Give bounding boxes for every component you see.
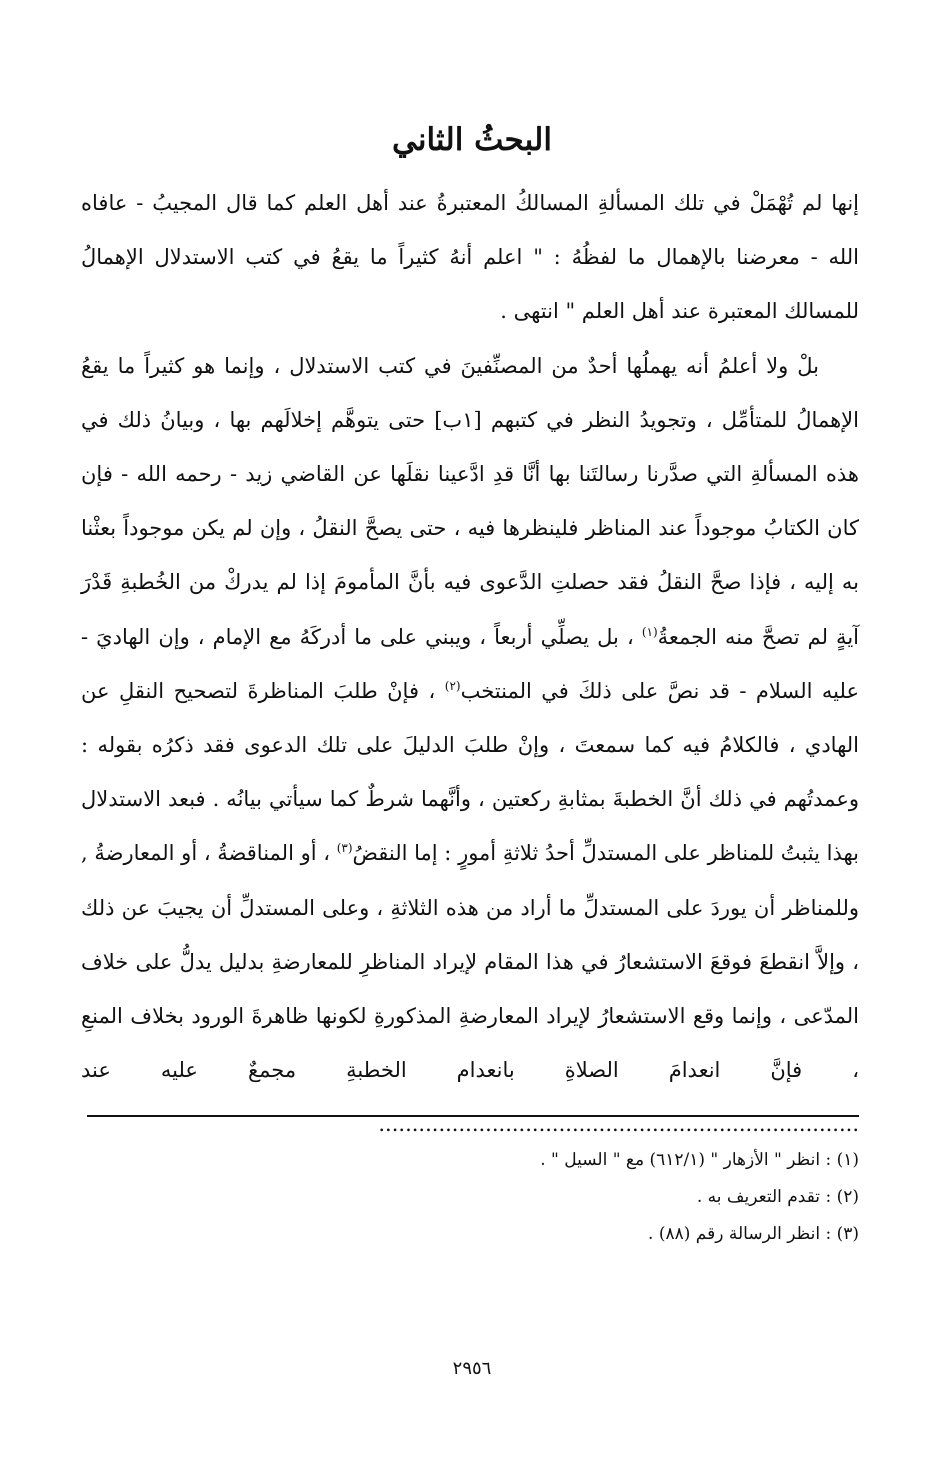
footnote-1: (١) : انظر " الأزهار " (٦١٢/١) مع " السيل " . [540, 1150, 859, 1170]
paragraph-2-part-1: بلْ ولا أعلمُ أنه يهملُها أحدٌ من المصنِّفينَ في كتب الاستدلال ، وإنما هو كثيراً ما يقعُ الإهمالُ للمتأمِّل ، وتجويدُ النظر في كتبهم [١ب] حتى يتوهَّم إخلالَهم بها ، وبيانُ ذلك في هذه المسألةِ التي صدَّرنا رسالتَنا بها أنَّا قدِ ادَّعينا نقلَها عن القاضي زيد - رحمه الله - فإن كان الكتابُ موجوداً عند المناظر فلينظرها فيه ، حتى يصحَّ النقلُ ، وإن لم يكن موجوداً بعثْنا به إليه ، فإذا صحَّ النقلُ فقد حصلتِ الدَّعوى فيه بأنَّ المأمومَ إذا لم يدركْ من الخُطبةِ قَدْرَ آيةٍ لم تصحَّ منه الجمعةُ [81, 353, 859, 649]
paragraph-1: إنها لم تُهْمَلْ في تلك المسألةِ المسالكُ المعتبرةُ عند أهل العلم كما قال المجيبُ - عافاه الله - معرضنا بالإهمال ما لفظُهُ : " اعلم أنهُ كثيراً ما يقعُ في كتب الاستدلال الإهمالُ للمسالك المعتبرة عند أهل العلم " انتهى . [81, 191, 859, 324]
footnote-ref-1[interactable]: (١) [641, 624, 658, 639]
paragraph-2 [81, 339, 859, 1152]
page-number: ٢٩٥٦ [452, 1358, 492, 1379]
footnote-2: (٢) : تقدم التعريف به . [696, 1187, 859, 1207]
footnote-separator [87, 1115, 859, 1117]
paragraph-2-part-4: ، أو المناقضةُ ، أو المعارضةُ , وللمناظر أن يوردَ على المستدلِّ ما أراد من هذه الثلاثةِ ، وعلى المستدلِّ أن يجيبَ عن ذلك ، وإلاَّ انقطعَ فوقعَ الاستشعارُ في هذا المقام لإيراد المناظرِ للمعارضةِ بدليل يدلُّ على خلاف المدّعى ، وإنما وقع الاستشعارُ لإيراد المعارضةِ المذكورةِ لكونها ظاهرةَ الورود بخلاف المنعِ ، فإنَّ انعدامَ الصلاةِ بانعدام الخطبةِ مجمعٌ عليه عند [81, 841, 859, 1083]
continuation-dots: ........................................................................ [378, 1112, 859, 1137]
footnote-ref-2[interactable]: (٢) [444, 678, 461, 693]
main-text [81, 176, 859, 1152]
footnote-ref-3[interactable]: (٣) [336, 841, 353, 856]
section-heading: البحثُ الثاني [392, 122, 552, 158]
paragraph-2-part-3: ، فإنْ طلبَ المناظرةَ لتصحيح النقلِ عن الهادي ، فالكلامُ فيه كما سمعتَ ، وإنْ طلبَ الدليلَ على تلك الدعوى فقد ذكرُه بقوله : وعمدتُهم في ذلك أنَّ الخطبةَ بمثابةِ ركعتين ، وأنَّهما شرطٌ كما سيأتي بيانُه . فبعد الاستدلال بهذا يثبتُ للمناظر على المستدلِّ أحدُ ثلاثةِ أمورٍ : إما النقضُ [81, 678, 859, 866]
footnote-3: (٣) : انظر الرسالة رقم (٨٨) . [648, 1224, 859, 1244]
paragraph-2-part-2: ، بل يصلِّي أربعاً ، ويبني على ما أدركَهُ مع الإمام ، وإن الهاديَ - عليه السلام - قد نصَّ على ذلكَ في المنتخب [81, 624, 859, 703]
footnotes [81, 1142, 859, 1253]
